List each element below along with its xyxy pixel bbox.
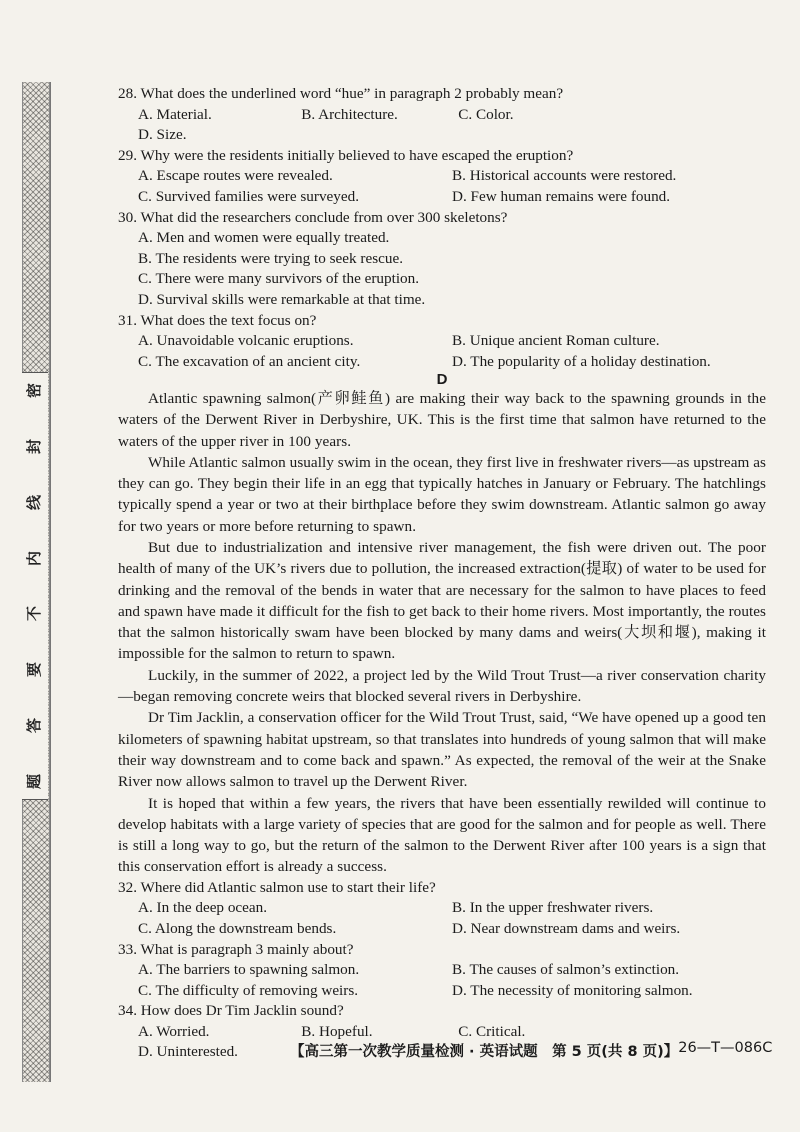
answer-option: B. Architecture.: [301, 105, 398, 123]
answer-option: C. Survived families were surveyed.: [138, 187, 360, 205]
answer-options: [118, 166, 766, 207]
passage-d: [118, 388, 766, 878]
passage-paragraph: Dr Tim Jacklin, a conservation officer for the Wild Trout Trust, said, “We have opened up a good ten kilometers of spawning habitat upstream, so that translates into hundreds of young salmon that will make their way downstream and to come back and spawn.” As expected, the removal of the weir at the Snake River now allows salmon to travel up the Derwent River.: [118, 709, 766, 791]
question-stem: 31. What does the text focus on?: [118, 311, 317, 329]
answer-options: [118, 228, 766, 310]
passage-paragraph: Luckily, in the summer of 2022, a project led by the Wild Trout Trust—a river conservation charity—began removing concrete weirs that blocked several rivers in Derbyshire.: [118, 666, 766, 706]
question-stem: 30. What did the researchers conclude from over 300 skeletons?: [118, 208, 508, 226]
answer-option: B. The residents were trying to seek rescue.: [138, 249, 403, 267]
seal-warning-band: [22, 372, 48, 800]
question-block-bottom: [118, 878, 766, 1063]
question-stem: 29. Why were the residents initially believed to have escaped the eruption?: [118, 146, 574, 164]
answer-options: [118, 105, 766, 146]
question-stem: 32. Where did Atlantic salmon use to start their life?: [118, 878, 436, 896]
answer-option: C. Color.: [458, 105, 514, 123]
passage-label: D: [436, 371, 448, 389]
answer-option: A. Men and women were equally treated.: [138, 229, 390, 247]
answer-option: C. Along the downstream bends.: [138, 919, 337, 937]
answer-option: C. There were many survivors of the eruption.: [138, 270, 420, 288]
answer-option: D. Few human remains were found.: [452, 187, 671, 205]
answer-option: D. Near downstream dams and weirs.: [452, 919, 681, 937]
seal-char: 封: [25, 438, 44, 454]
answer-options: [118, 960, 766, 1001]
seal-char: 密: [25, 382, 44, 399]
answer-option: B. Hopeful.: [301, 1022, 373, 1040]
page-footer: [290, 1040, 773, 1061]
seal-char: 内: [25, 550, 44, 566]
answer-option: B. In the upper freshwater rivers.: [452, 899, 654, 917]
seal-char: 要: [25, 662, 44, 678]
answer-option: A. The barriers to spawning salmon.: [138, 961, 360, 979]
footer-title: 【高三第一次教学质量检测 · 英语试题 第 5 页(共 8 页)】: [290, 1044, 679, 1060]
answer-option: C. The difficulty of removing weirs.: [138, 981, 359, 999]
answer-option: A. Unavoidable volcanic eruptions.: [138, 332, 354, 350]
passage-paragraph: But due to industrialization and intensive river management, the fish were driven out. The poor health of many of the UK’s rivers due to pollution, the increased extraction(提取) of water to be used for drinking and the removal of the bends in water that are necessary for the salmon to have places to feed and spawn have made it difficult for the fish to get back to their home rivers. Most importantly, the routes that the salmon historically swam have been blocked by many dams and weirs(大坝和堰), making it impossible for the salmon to return to spawn.: [118, 538, 766, 663]
answer-option: A. Material.: [138, 105, 212, 123]
answer-option: C. The excavation of an ancient city.: [138, 352, 361, 370]
seal-char: 不: [25, 606, 44, 622]
answer-option: A. In the deep ocean.: [138, 899, 268, 917]
passage-paragraph: Atlantic spawning salmon(产卵鲑鱼) are making their way back to the spawning grounds in the waters of the Derwent River in Derbyshire, UK. This is the first time that salmon have returned to the waters of the upper river in 100 years.: [118, 389, 766, 450]
answer-option: D. Uninterested.: [138, 1043, 238, 1061]
seal-char: 答: [25, 718, 44, 734]
seal-char: 线: [25, 494, 44, 510]
answer-option: B. Unique ancient Roman culture.: [452, 332, 660, 350]
answer-option: D. The necessity of monitoring salmon.: [452, 981, 693, 999]
margin-line: [50, 82, 59, 1082]
answer-option: A. Escape routes were revealed.: [138, 167, 333, 185]
footer-code: 26—T—086C: [678, 1040, 773, 1056]
answer-option: B. Historical accounts were restored.: [452, 167, 677, 185]
answer-option: B. The causes of salmon’s extinction.: [452, 961, 680, 979]
answer-option: D. Size.: [138, 126, 187, 144]
passage-paragraph: While Atlantic salmon usually swim in the ocean, they first live in freshwater rivers—as upstream as they can go. They begin their life in an egg that typically hatches in January or February. The hatchlings typically spend a year or two at their birthplace before they swim downstream. Atlantic salmon go away for two years or more before returning to spawn.: [118, 453, 766, 535]
exam-page-content: [118, 84, 766, 1063]
seal-char: 题: [25, 773, 44, 789]
answer-options: [118, 898, 766, 939]
answer-option: C. Critical.: [458, 1022, 526, 1040]
answer-option: A. Worried.: [138, 1022, 210, 1040]
answer-option: D. Survival skills were remarkable at that time.: [138, 290, 426, 308]
question-block-top: [118, 84, 766, 372]
answer-option: D. The popularity of a holiday destination.: [452, 352, 711, 370]
passage-paragraph: It is hoped that within a few years, the rivers that have been essentially rewilded will continue to develop habitats with a large variety of species that are good for the salmon and for people as well. There is still a long way to go, but the return of the salmon to the Derwent River after 100 years is a sign that this conservation effort is already a success.: [118, 794, 766, 876]
answer-options: [118, 331, 766, 372]
question-stem: 34. How does Dr Tim Jacklin sound?: [118, 1002, 344, 1020]
question-stem: 28. What does the underlined word “hue” in paragraph 2 probably mean?: [118, 85, 564, 102]
question-stem: 33. What is paragraph 3 mainly about?: [118, 940, 354, 958]
